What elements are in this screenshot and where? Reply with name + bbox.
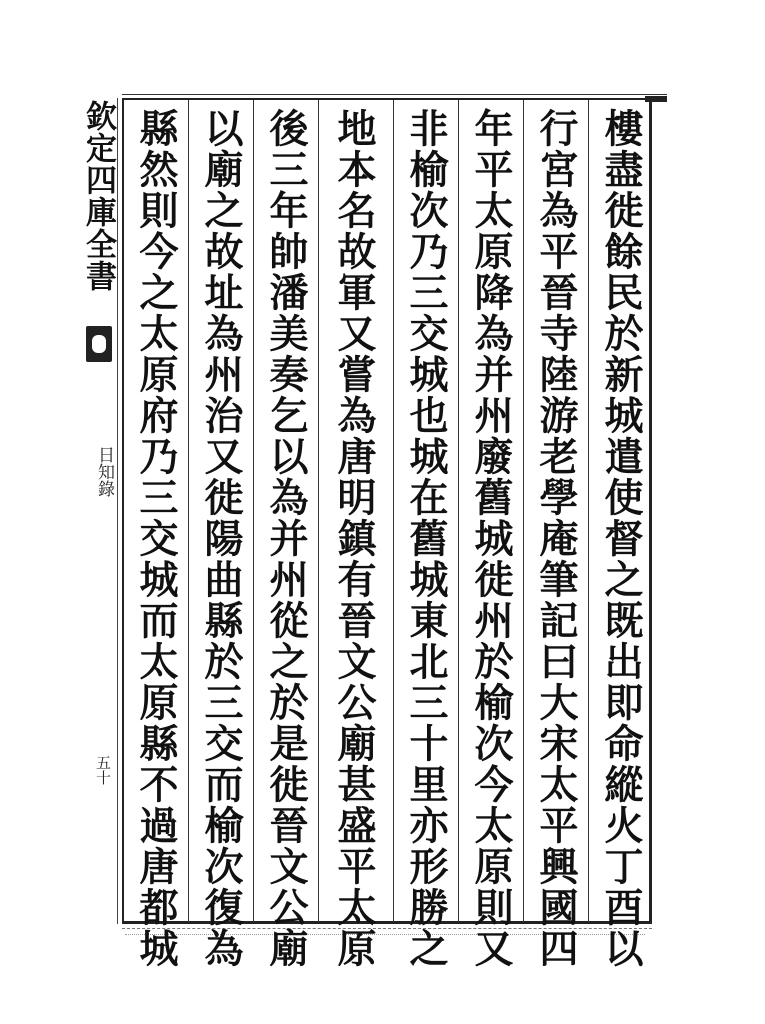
text-column-5: 地本名故軍又嘗為唐明鎮有晉文公廟甚盛平太原	[331, 108, 377, 969]
text-column-4: 非榆次乃三交城也城在舊城東北三十里亦形勝之	[403, 108, 449, 969]
column-divider	[458, 100, 459, 922]
column-divider	[318, 100, 319, 922]
text-column-2: 行宮為平晉寺陸游老學庵筆記曰大宋太平興國四	[533, 108, 579, 969]
top-border-rule	[122, 94, 667, 95]
text-column-6: 後三年帥潘美奏乞以為并州從之於是徙晉文公廟	[263, 108, 309, 969]
page-number: 五十	[94, 755, 112, 785]
column-divider	[588, 100, 589, 922]
text-column-1: 樓盡徙餘民於新城遣使督之既出即命縱火丁酉以	[598, 108, 644, 969]
column-divider	[188, 100, 189, 922]
text-column-7: 以廟之故址為州治又徙陽曲縣於三交而榆次復為	[198, 108, 244, 969]
fish-tail-mark-icon	[86, 326, 112, 362]
column-divider	[393, 100, 394, 922]
column-divider	[253, 100, 254, 922]
column-divider	[523, 100, 524, 922]
text-column-8: 縣然則今之太原府乃三交城而太原縣不過唐都城	[133, 108, 179, 969]
text-column-3: 年平太原降為并州廢舊城徙州於榆次今太原則又	[468, 108, 514, 969]
book-title: 日知錄	[94, 446, 114, 497]
collection-title: 欽定四庫全書	[80, 100, 116, 292]
